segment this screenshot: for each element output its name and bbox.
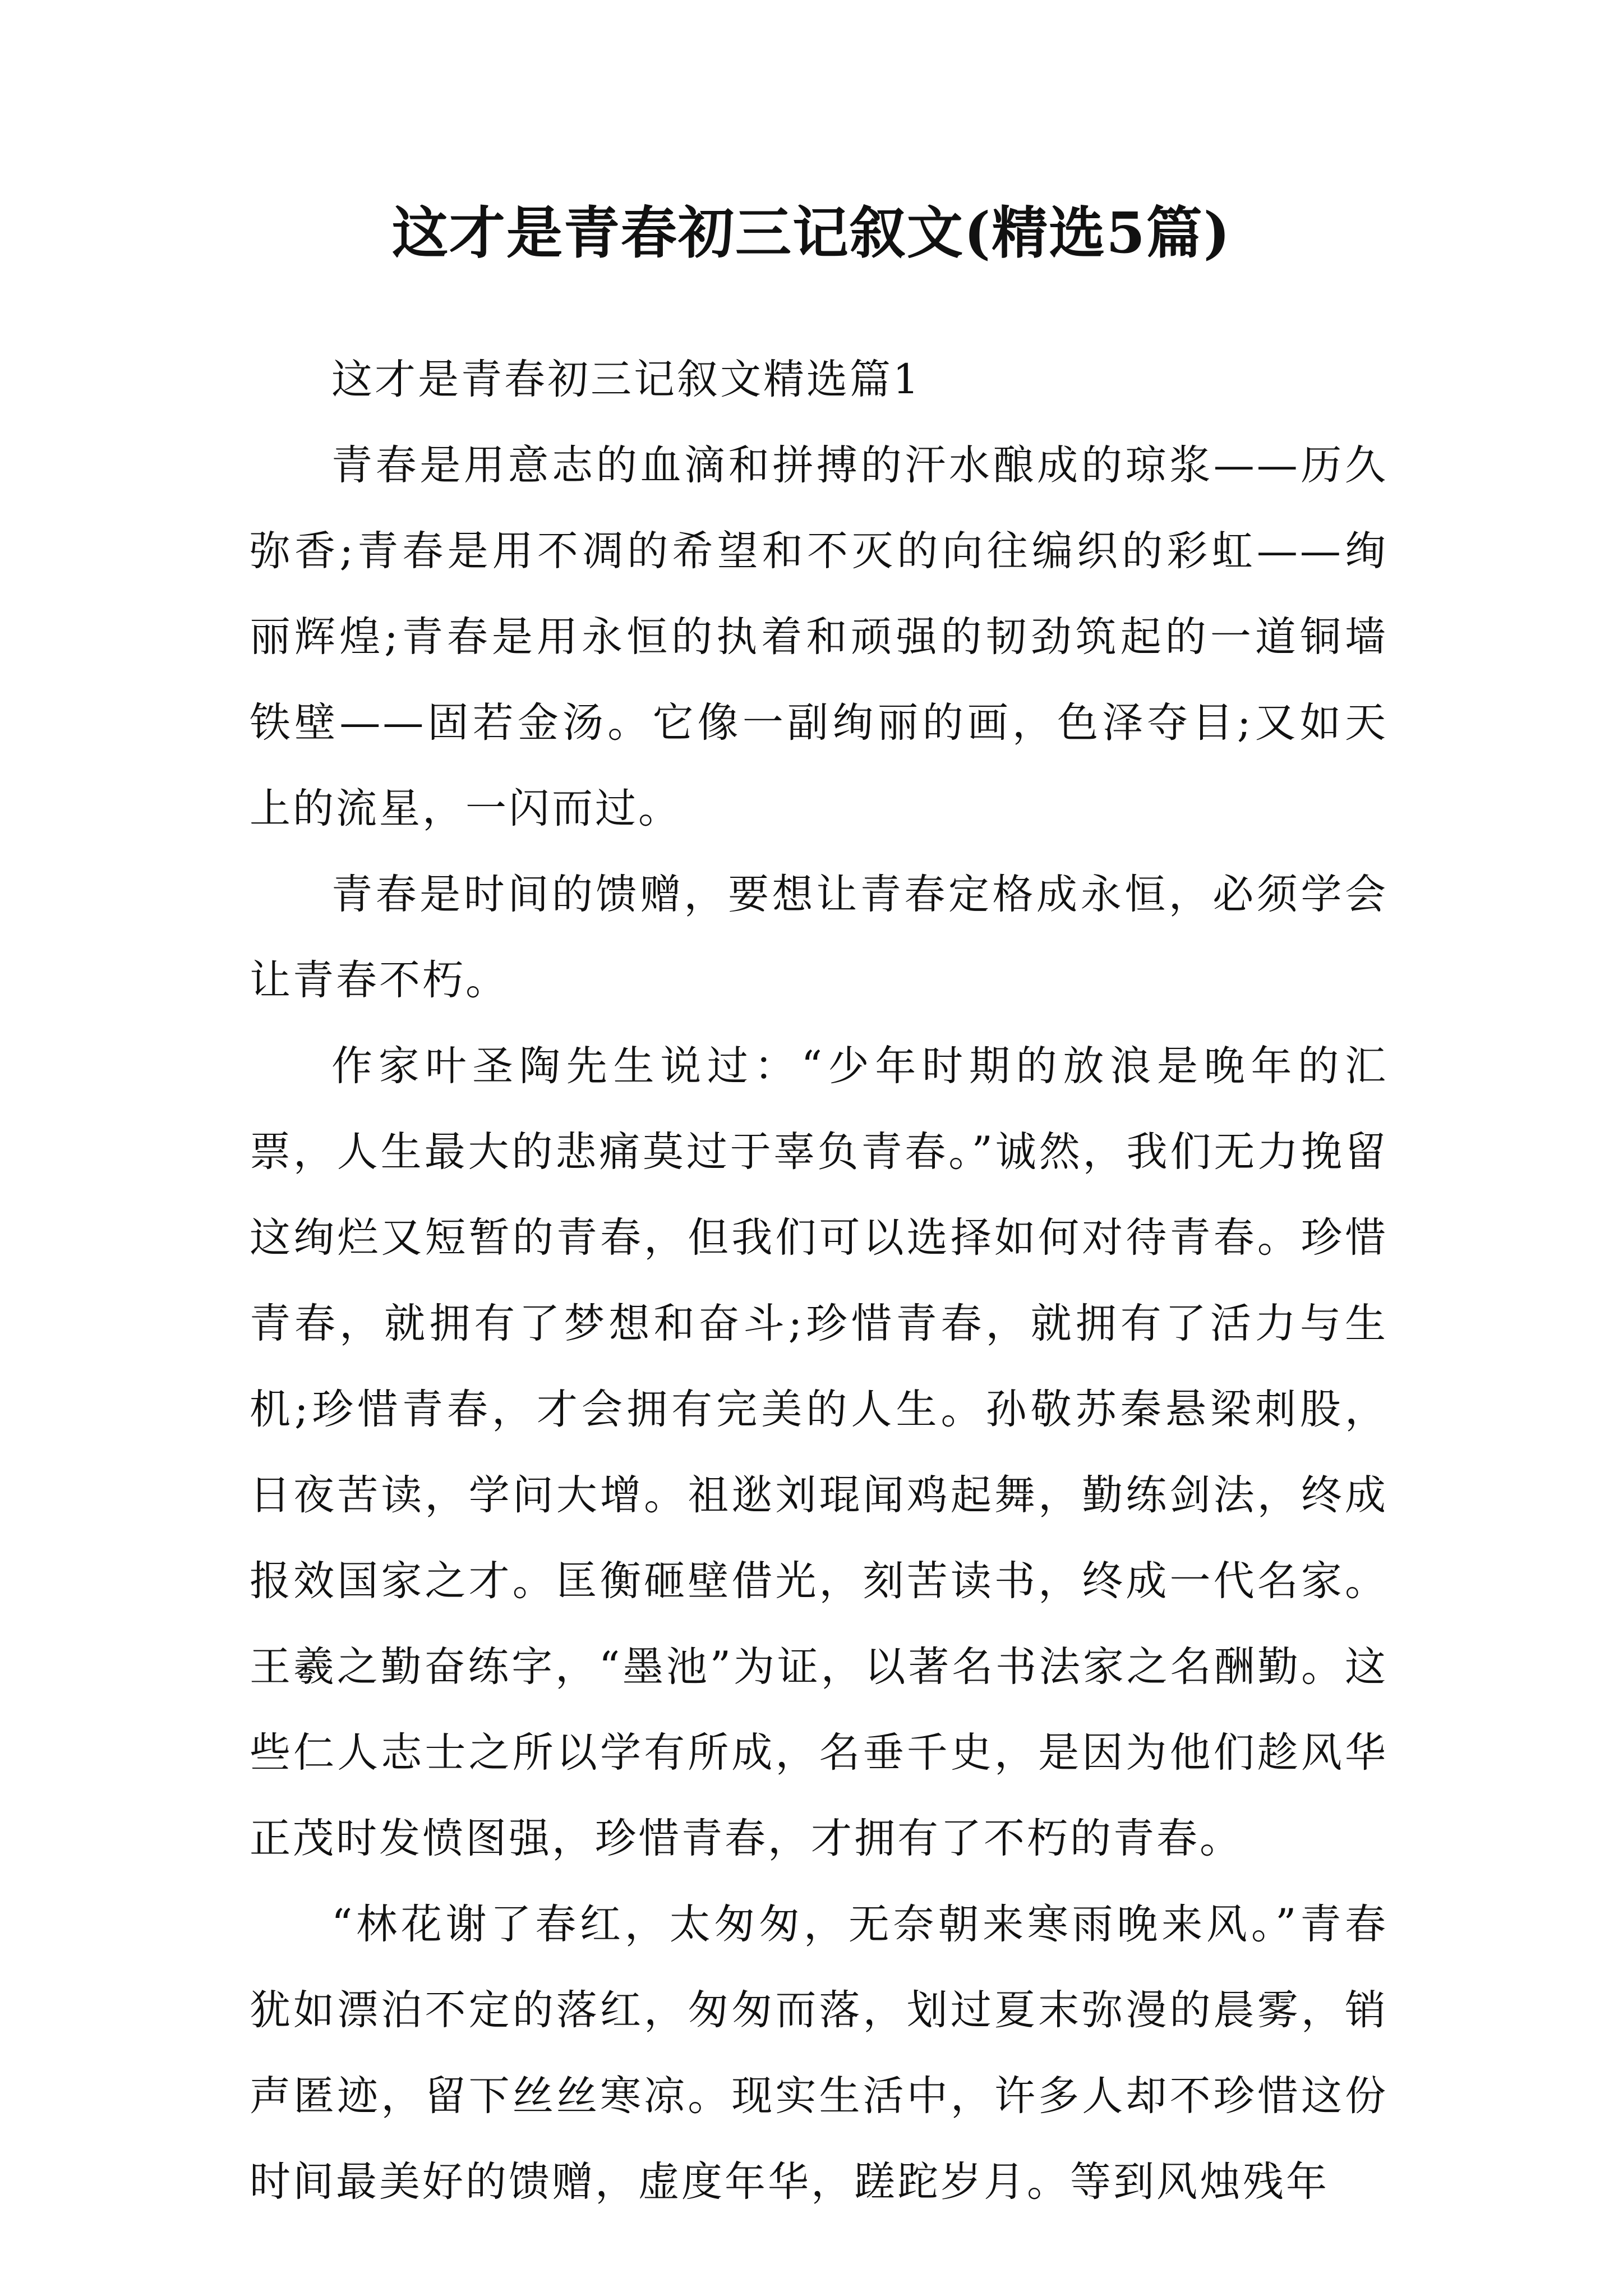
paragraph: 青春是时间的馈赠，要想让青春定格成永恒，必须学会让青春不朽。: [250, 871, 1388, 1004]
paragraph: “林花谢了春红，太匆匆，无奈朝来寒雨晚来风。”青春犹如漂泊不定的落红，匆匆而落，划过夏末弥漫的晨雾，销声匿迹，留下丝丝寒凉。现实生活中，许多人却不珍惜这份时间最美好的馈赠，虚度年华，蹉跎岁月。等到风烛残年: [250, 1901, 1388, 2206]
document-title: 这才是青春初三记叙文(精选5篇): [391, 200, 1232, 266]
paragraph: 作家叶圣陶先生说过：“少年时期的放浪是晚年的汇票，人生最大的悲痛莫过于辜负青春。”诚然，我们无力挽留这绚烂又短暂的青春，但我们可以选择如何对待青春。珍惜青春，就拥有了梦想和奋斗;珍惜青春，就拥有了活力与生机;珍惜青春，才会拥有完美的人生。孙敬苏秦悬梁刺股，日夜苦读，学问大增。祖逖刘琨闻鸡起舞，勤练剑法，终成报效国家之才。匡衡砸壁借光，刻苦读书，终成一代名家。王羲之勤奋练字，“墨池”为证，以著名书法家之名酬勤。这些仁人志士之所以学有所成，名垂千史，是因为他们趁风华正茂时发愤图强，珍惜青春，才拥有了不朽的青春。: [250, 1042, 1388, 1862]
section-heading: 这才是青春初三记叙文精选篇1: [331, 356, 921, 403]
document-body: [250, 337, 1388, 2225]
paragraph: 青春是用意志的血滴和拼搏的汗水酿成的琼浆——历久弥香;青春是用不凋的希望和不灭的向往编织的彩虹——绚丽辉煌;青春是用永恒的执着和顽强的韧劲筑起的一道铜墙铁壁——固若金汤。它像一副绚丽的画，色泽夺目;又如天上的流星，一闪而过。: [250, 441, 1388, 832]
